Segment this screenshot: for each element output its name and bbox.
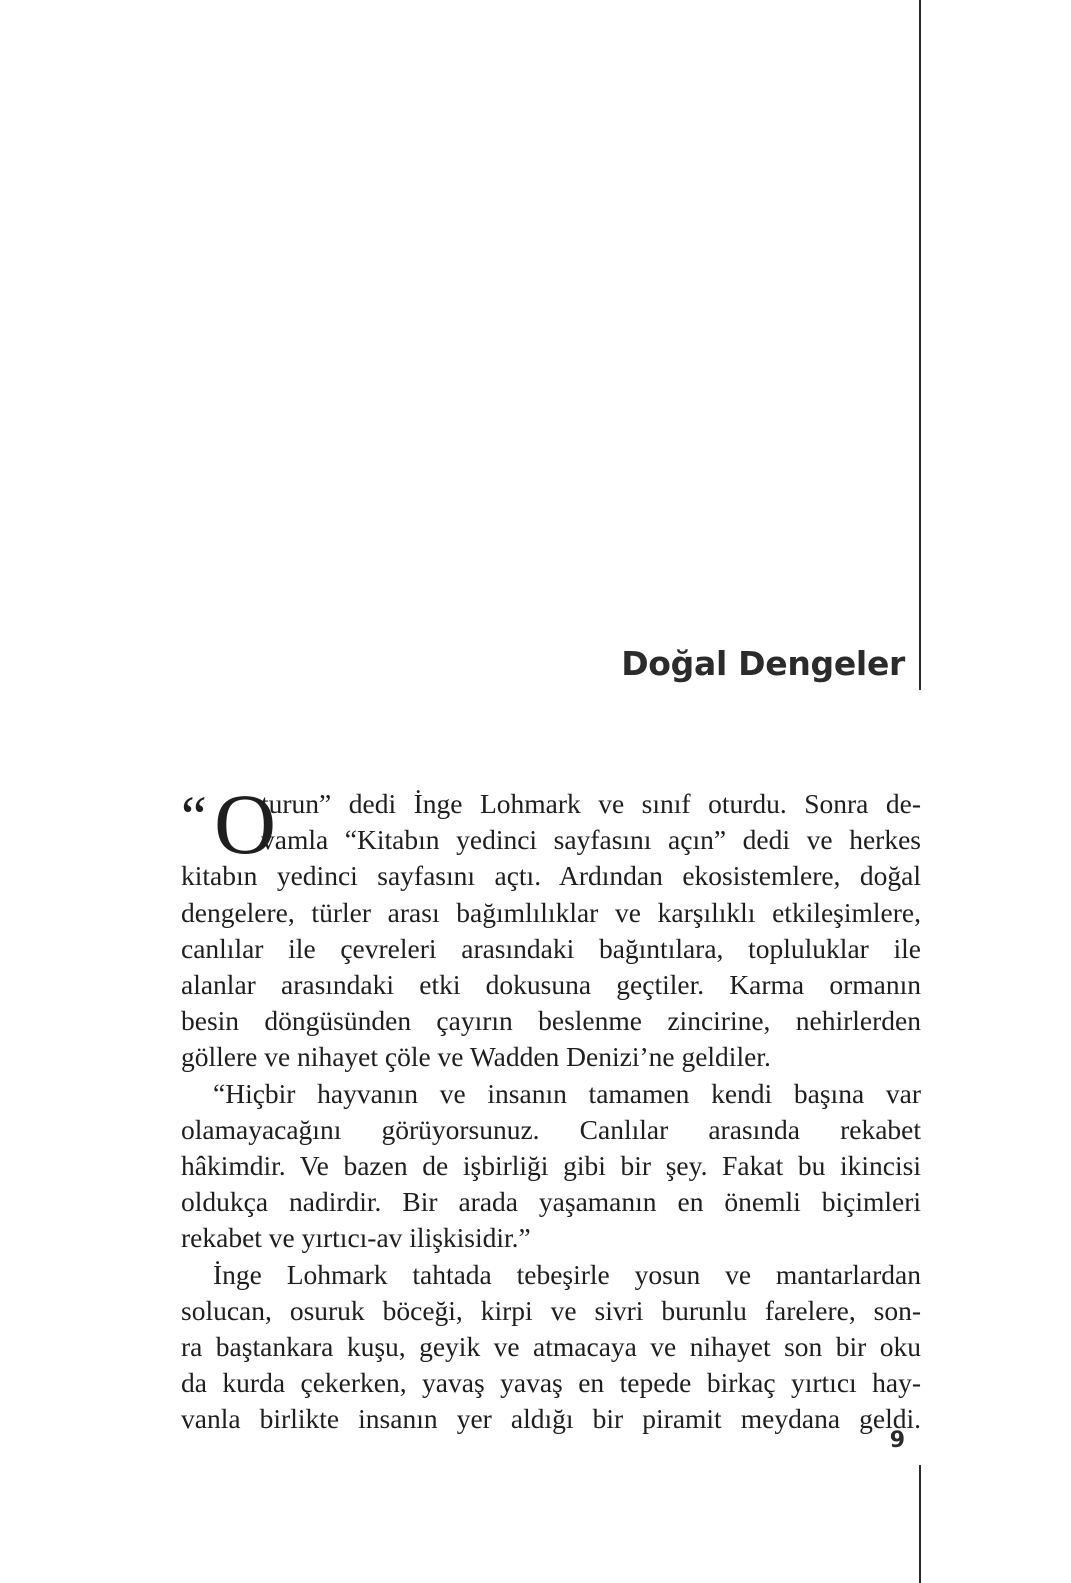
paragraph-3-line: vanla birlikte insanın yer aldığı bir piramit meydana geldi. (181, 1403, 921, 1435)
paragraph-3-line: İnge Lohmark tahtada tebeşirle yosun ve mantarlardan (213, 1258, 921, 1290)
paragraph-2 (181, 1076, 921, 1257)
paragraph-1-line: alanlar arasındaki etki dokusuna geçtiler. Karma ormanın (181, 969, 921, 1001)
paragraph-1-line: göllere ve nihayet çöle ve Wadden Denizi’ne geldiler. (181, 1041, 771, 1073)
paragraph-2-line: hâkimdir. Ve bazen de işbirliği gibi bir şey. Fakat bu ikincisi (181, 1150, 921, 1182)
paragraph-1-line: canlılar ile çevreleri arasındaki bağıntılara, topluluklar ile (181, 932, 921, 964)
paragraph-3-line: ra baştankara kuşu, geyik ve atmacaya ve nihayet son bir oku (181, 1331, 921, 1363)
margin-rule-bottom (919, 1465, 921, 1583)
paragraph-1-line: dengelere, türler arası bağımlılıklar ve karşılıklı etkileşimlere, (181, 896, 921, 928)
margin-rule-top (919, 0, 921, 690)
paragraph-1-line: vamla “Kitabın yedinci sayfasını açın” dedi ve herkes (261, 824, 921, 856)
page-number: 9 (889, 1428, 905, 1453)
paragraph-1-line: turun” dedi İnge Lohmark ve sınıf oturdu. Sonra de- (261, 788, 921, 819)
drop-cap-letter: O (214, 776, 277, 872)
opening-quote-mark: “ (181, 784, 204, 849)
paragraph-3-line: da kurda çekerken, yavaş yavaş en tepede birkaç yırtıcı hay- (181, 1367, 921, 1399)
paragraph-2-line: rekabet ve yırtıcı-av ilişkisidir.” (181, 1222, 531, 1254)
body-text (181, 776, 921, 1438)
paragraph-2-line: oldukça nadirdir. Bir arada yaşamanın en önemli biçimleri (181, 1186, 921, 1218)
chapter-title: Doğal Dengeler (621, 644, 905, 683)
paragraph-1-line: besin döngüsünden çayırın beslenme zincirine, nehirlerden (181, 1005, 921, 1037)
paragraph-3-line: solucan, osuruk böceği, kirpi ve sivri burunlu farelere, son- (181, 1294, 921, 1326)
paragraph-3 (181, 1257, 921, 1438)
paragraph-2-line: olamayacağını görüyorsunuz. Canlılar arasında rekabet (181, 1113, 921, 1145)
paragraph-1 (181, 776, 921, 1076)
paragraph-2-line: “Hiçbir hayvanın ve insanın tamamen kendi başına var (213, 1077, 921, 1109)
paragraph-1-line: kitabın yedinci sayfasını açtı. Ardından ekosistemlere, doğal (181, 860, 921, 892)
